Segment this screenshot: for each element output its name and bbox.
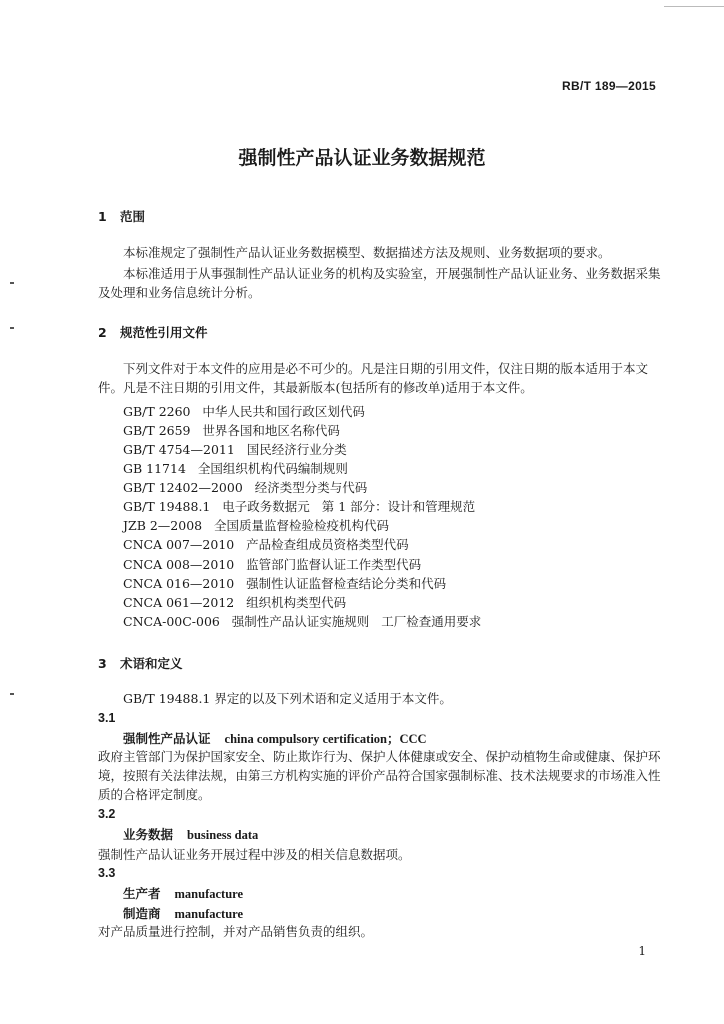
scan-mark <box>10 693 14 695</box>
reference-item: GB 11714 全国组织机构代码编制规则 <box>123 461 348 476</box>
page-number: 1 <box>638 944 646 958</box>
section-title: 规范性引用文件 <box>120 325 208 340</box>
section-title: 术语和定义 <box>120 656 183 671</box>
reference-item: CNCA 016—2010 强制性认证监督检查结论分类和代码 <box>123 576 447 591</box>
scope-paragraph-2: 本标准适用于从事强制性产品认证业务的机构及实验室，开展强制性产品认证业务、业务数据采集及处理和业务信息统计分析。 <box>98 266 661 300</box>
terms-intro: GB/T 19488.1 界定的以及下列术语和定义适用于本文件。 <box>123 691 452 706</box>
term-definition: 对产品质量进行控制，并对产品销售负责的组织。 <box>98 924 374 939</box>
term-title-alt: 制造商 manufacture <box>123 906 244 921</box>
scan-edge-line <box>664 6 724 7</box>
scan-mark <box>10 327 14 329</box>
reference-item: JZB 2—2008 全国质量监督检验检疫机构代码 <box>123 518 390 533</box>
scan-mark <box>10 282 14 284</box>
reference-item: CNCA 007—2010 产品检查组成员资格类型代码 <box>123 537 409 552</box>
reference-item: GB/T 19488.1 电子政务数据元 第 1 部分：设计和管理规范 <box>123 499 476 514</box>
reference-item: GB/T 12402—2000 经济类型分类与代码 <box>123 480 368 495</box>
reference-item: CNCA 008—2010 监管部门监督认证工作类型代码 <box>123 557 422 572</box>
term-title: 业务数据 business data <box>123 827 259 842</box>
term-number: 3.2 <box>98 807 116 821</box>
section-2-heading <box>98 323 208 341</box>
reference-item: GB/T 2659 世界各国和地区名称代码 <box>123 423 340 438</box>
term-definition: 政府主管部门为保护国家安全、防止欺诈行为、保护人体健康或安全、保护动植物生命或健康、保护环境，按照有关法律法规，由第三方机构实施的评价产品符合国家强制标准、技术法规要求的市场准入性质的合格评定制度。 <box>98 749 661 802</box>
term-definition: 强制性产品认证业务开展过程中涉及的相关信息数据项。 <box>98 847 411 862</box>
section-number: 3 <box>98 656 107 671</box>
term-title: 强制性产品认证 china compulsory certification；CCC <box>123 731 427 746</box>
references-intro: 下列文件对于本文件的应用是必不可少的。凡是注日期的引用文件，仅注日期的版本适用于本文件。凡是不注日期的引用文件，其最新版本(包括所有的修改单)适用于本文件。 <box>98 361 649 395</box>
section-3-heading <box>98 654 183 672</box>
section-number: 1 <box>98 209 107 224</box>
section-number: 2 <box>98 325 107 340</box>
reference-item: CNCA 061—2012 组织机构类型代码 <box>123 595 347 610</box>
term-number: 3.1 <box>98 711 116 725</box>
section-title: 范围 <box>120 209 146 224</box>
reference-item: GB/T 4754—2011 国民经济行业分类 <box>123 442 347 457</box>
document-title: 强制性产品认证业务数据规范 <box>238 147 486 169</box>
reference-item: CNCA-00C-006 强制性产品认证实施规则 工厂检查通用要求 <box>123 614 482 629</box>
standard-code: RB/T 189—2015 <box>562 79 656 93</box>
scope-paragraph-1: 本标准规定了强制性产品认证业务数据模型、数据描述方法及规则、业务数据项的要求。 <box>123 245 611 260</box>
term-title: 生产者 manufacture <box>123 886 244 901</box>
section-1-heading <box>98 207 145 225</box>
term-number: 3.3 <box>98 866 116 880</box>
reference-item: GB/T 2260 中华人民共和国行政区划代码 <box>123 404 365 419</box>
